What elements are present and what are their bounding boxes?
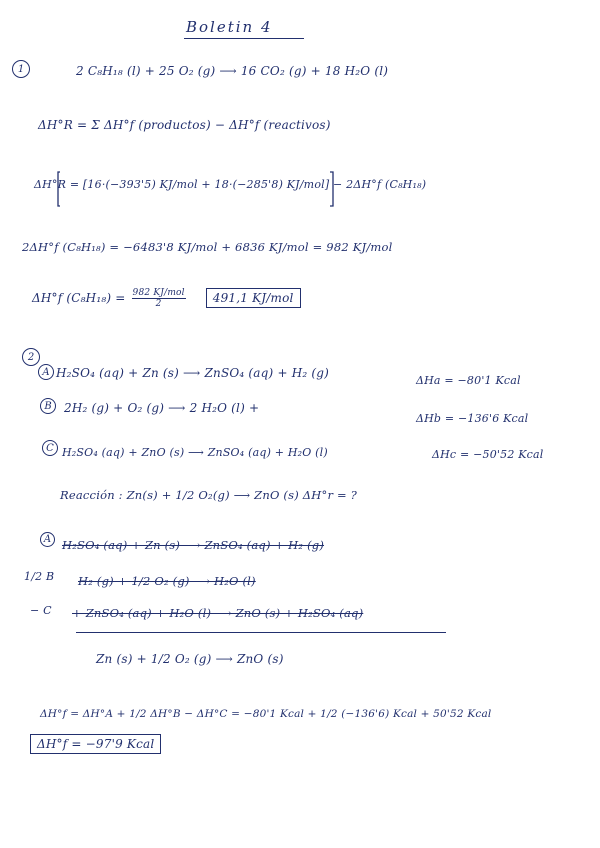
q2-combination-a: H₂SO₄ (aq) + Zn (s) ⟶ ZnSO₄ (aq) + H₂ (g): [62, 538, 325, 552]
q2-combination-c: + ZnSO₄ (aq) + H₂O (l) ⟶ ZnO (s) + H₂SO₄ (aq): [72, 606, 364, 620]
q2-reaction-c: H₂SO₄ (aq) + ZnO (s) ⟶ ZnSO₄ (aq) + H₂O (l): [62, 446, 328, 459]
q2-reaction-a: H₂SO₄ (aq) + Zn (s) ⟶ ZnSO₄ (aq) + H₂ (g): [56, 366, 330, 380]
q1-dhf-denominator: 2: [155, 299, 162, 309]
q2-final-result-box: ΔH°f = −97'9 Kcal: [30, 734, 161, 754]
q2-combination-label-b: 1/2 B: [24, 570, 55, 583]
question-1-number: 1: [12, 60, 30, 78]
q1-open-bracket: [58, 172, 60, 206]
q1-close-bracket: [330, 172, 333, 206]
q2-target-reaction: Reacción : Zn(s) + 1/2 O₂(g) ⟶ ZnO (s) ΔH°r = ?: [60, 488, 358, 502]
question-2-number: 2: [22, 348, 40, 366]
q1-dhf-numerator: 982 KJ/mol: [132, 288, 185, 298]
q1-substitution: ΔH°R = [16·(−393'5) KJ/mol + 18·(−285'8) KJ/mol] − 2ΔH°f (C₈H₁₈): [34, 178, 427, 191]
q1-two-dhf: 2ΔH°f (C₈H₁₈) = −6483'8 KJ/mol + 6836 KJ/mol = 982 KJ/mol: [22, 240, 393, 254]
q2-combination-label-a: A: [40, 532, 55, 547]
q2-combination-b: H₂ (g) + 1/2 O₂ (g) ⟶ H₂O (l): [78, 574, 256, 588]
q2-net-reaction: Zn (s) + 1/2 O₂ (g) ⟶ ZnO (s): [96, 652, 284, 666]
q1-result-box: 491,1 KJ/mol: [206, 288, 301, 308]
q2-label-b: B: [40, 398, 56, 414]
q2-combination-label-c: − C: [30, 604, 52, 617]
q2-final-calculation: ΔH°f = ΔH°A + 1/2 ΔH°B − ΔH°C = −80'1 Kcal + 1/2 (−136'6) Kcal + 50'52 Kcal: [40, 708, 492, 720]
q2-dh-b: ΔHb = −136'6 Kcal: [416, 412, 529, 425]
q2-reaction-b: 2H₂ (g) + O₂ (g) ⟶ 2 H₂O (l) +: [64, 401, 260, 415]
q1-reaction: 2 C₈H₁₈ (l) + 25 O₂ (g) ⟶ 16 CO₂ (g) + 18 H₂O (l): [76, 64, 389, 78]
page-title: Boletin 4: [186, 18, 273, 36]
q1-formula: ΔH°R = Σ ΔH°f (productos) − ΔH°f (reactivos): [38, 118, 331, 132]
q2-label-a: A: [38, 364, 54, 380]
q2-dh-a: ΔHa = −80'1 Kcal: [416, 374, 521, 387]
q2-dh-c: ΔHc = −50'52 Kcal: [432, 448, 544, 461]
q1-dhf-lhs: ΔH°f (C₈H₁₈) =: [32, 291, 126, 305]
q2-label-c: C: [42, 440, 58, 456]
